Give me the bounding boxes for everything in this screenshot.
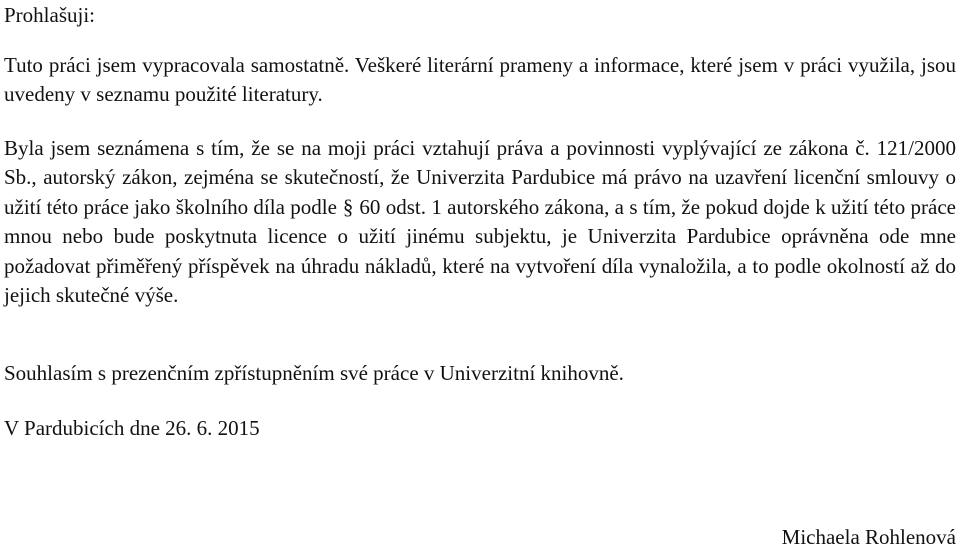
place-and-date: V Pardubicích dne 26. 6. 2015: [4, 416, 260, 440]
copyright-statement: [4, 134, 956, 310]
copyright-statement-part-1: Byla jsem seznámena s tím, že se na moji práci vztahují práva a povinnosti vyplývající ze zákona č. 121/2000 Sb., autorský zákon, zejména se skutečností, že Univerzita Pardubice má právo na uzavření licenční smlouvy o užití této práce jako školního díla podle: [4, 136, 956, 219]
page-title: Prohlašuji:: [4, 3, 96, 27]
section-sign: §: [342, 194, 354, 219]
declaration-page: [4, 0, 956, 551]
copyright-statement-part-2: 60 odst. 1 autorského zákona, a s tím, že pokud dojde k užití této práce mnou nebo bude poskytnuta licence o užití jinému subjektu, je Univerzita Pardubice oprávněna ode mne požadovat přiměřený příspěvek na úhradu nákladů, které na vytvoření díla vynaložila, a to podle okolností až do jejich skutečné výše.: [4, 194, 956, 308]
originality-statement: Tuto práci jsem vypracovala samostatně. Veškeré literární prameny a informace, které jsem v práci využila, jsou uvedeny v seznamu použité literatury.: [4, 53, 956, 107]
author-signature: Michaela Rohlenová: [781, 525, 956, 549]
library-consent-statement: Souhlasím s prezenčním zpřístupněním své práce v Univerzitní knihovně.: [4, 361, 624, 385]
